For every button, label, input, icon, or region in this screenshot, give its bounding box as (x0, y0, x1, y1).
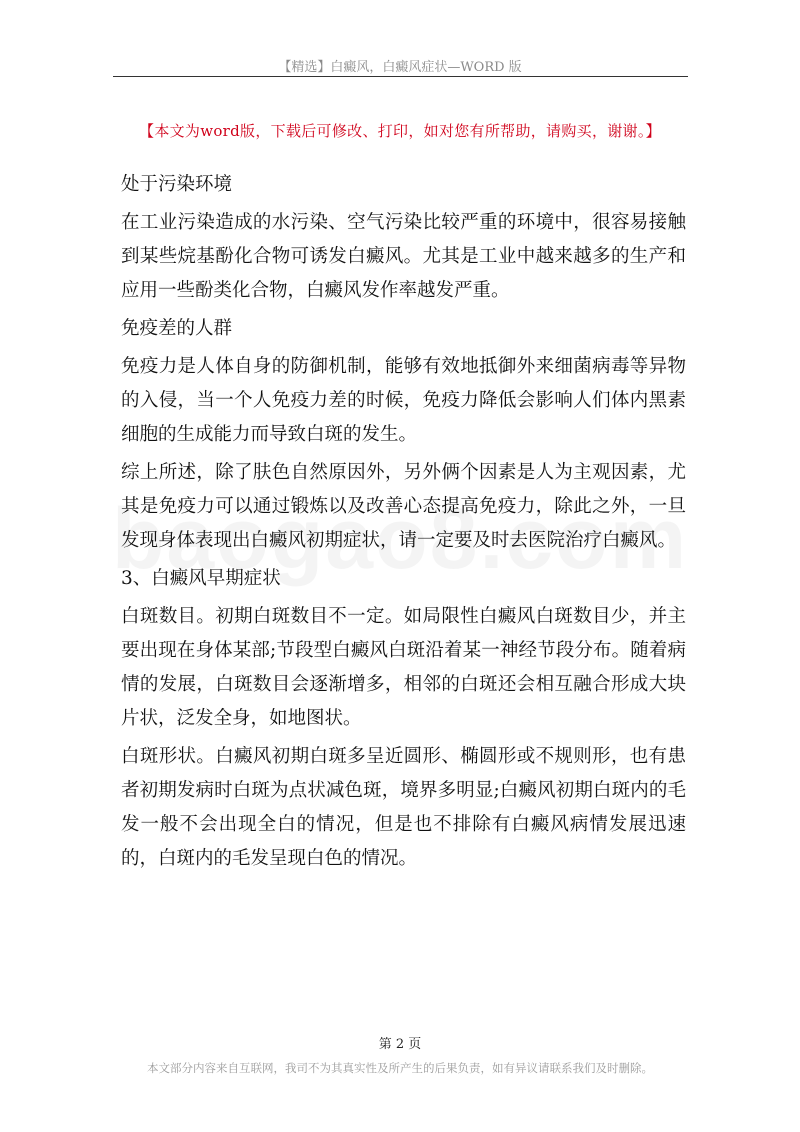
header-divider (113, 76, 688, 77)
paragraph-patch-count: 白斑数目。初期白斑数目不一定。如局限性白癜风白斑数目少，并主要出现在身体某部;节段型白癜风白斑沿着某一神经节段分布。随着病情的发展，白斑数目会逐渐增多，相邻的白斑还会相互融合形成大块片状，泛发全身，如地图状。 (121, 606, 686, 729)
download-notice: 【本文为word版，下载后可修改、打印，如对您有所帮助，请购买，谢谢。】 (139, 122, 661, 140)
paragraph-summary: 综上所述，除了肤色自然原因外，另外俩个因素是人为主观因素，尤其是免疫力可以通过锻炼以及改善心态提高免疫力，除此之外，一旦发现身体表现出白癜风初期症状，请一定要及时去医院治疗白癜风。 (121, 462, 686, 551)
paragraph-pollution: 在工业污染造成的水污染、空气污染比较严重的环境中，很容易接触到某些烷基酚化合物可诱发白癜风。尤其是工业中越来越多的生产和应用一些酚类化合物，白癜风发作率越发严重。 (121, 212, 686, 301)
section-heading-immunity: 免疫差的人群 (121, 318, 233, 339)
page-header: 【精选】白癜风，白癜风症状—WORD 版 (278, 60, 522, 75)
paragraph-immunity: 免疫力是人体自身的防御机制，能够有效地抵御外来细菌病毒等异物的入侵，当一个人免疫力差的时候，免疫力降低会影响人们体内黑素细胞的生成能力而导致白斑的发生。 (121, 356, 686, 445)
page-footer-disclaimer: 本文部分内容来自互联网，我司不为其真实性及所产生的后果负责，如有异议请联系我们及时删除。 (147, 1061, 653, 1075)
section-heading-pollution: 处于污染环境 (121, 174, 233, 195)
paragraph-patch-shape: 白斑形状。白癜风初期白斑多呈近圆形、椭圆形或不规则形，也有患者初期发病时白斑为点状减色斑，境界多明显;白癜风初期白斑内的毛发一般不会出现全白的情况，但是也不排除有白癜风病情发展迅速的，白斑内的毛发呈现白色的情况。 (121, 746, 686, 869)
document-body (121, 168, 686, 876)
page-number: 第 2 页 (378, 1037, 422, 1052)
section-heading-early-symptoms: 3、白癜风早期症状 (121, 568, 281, 589)
